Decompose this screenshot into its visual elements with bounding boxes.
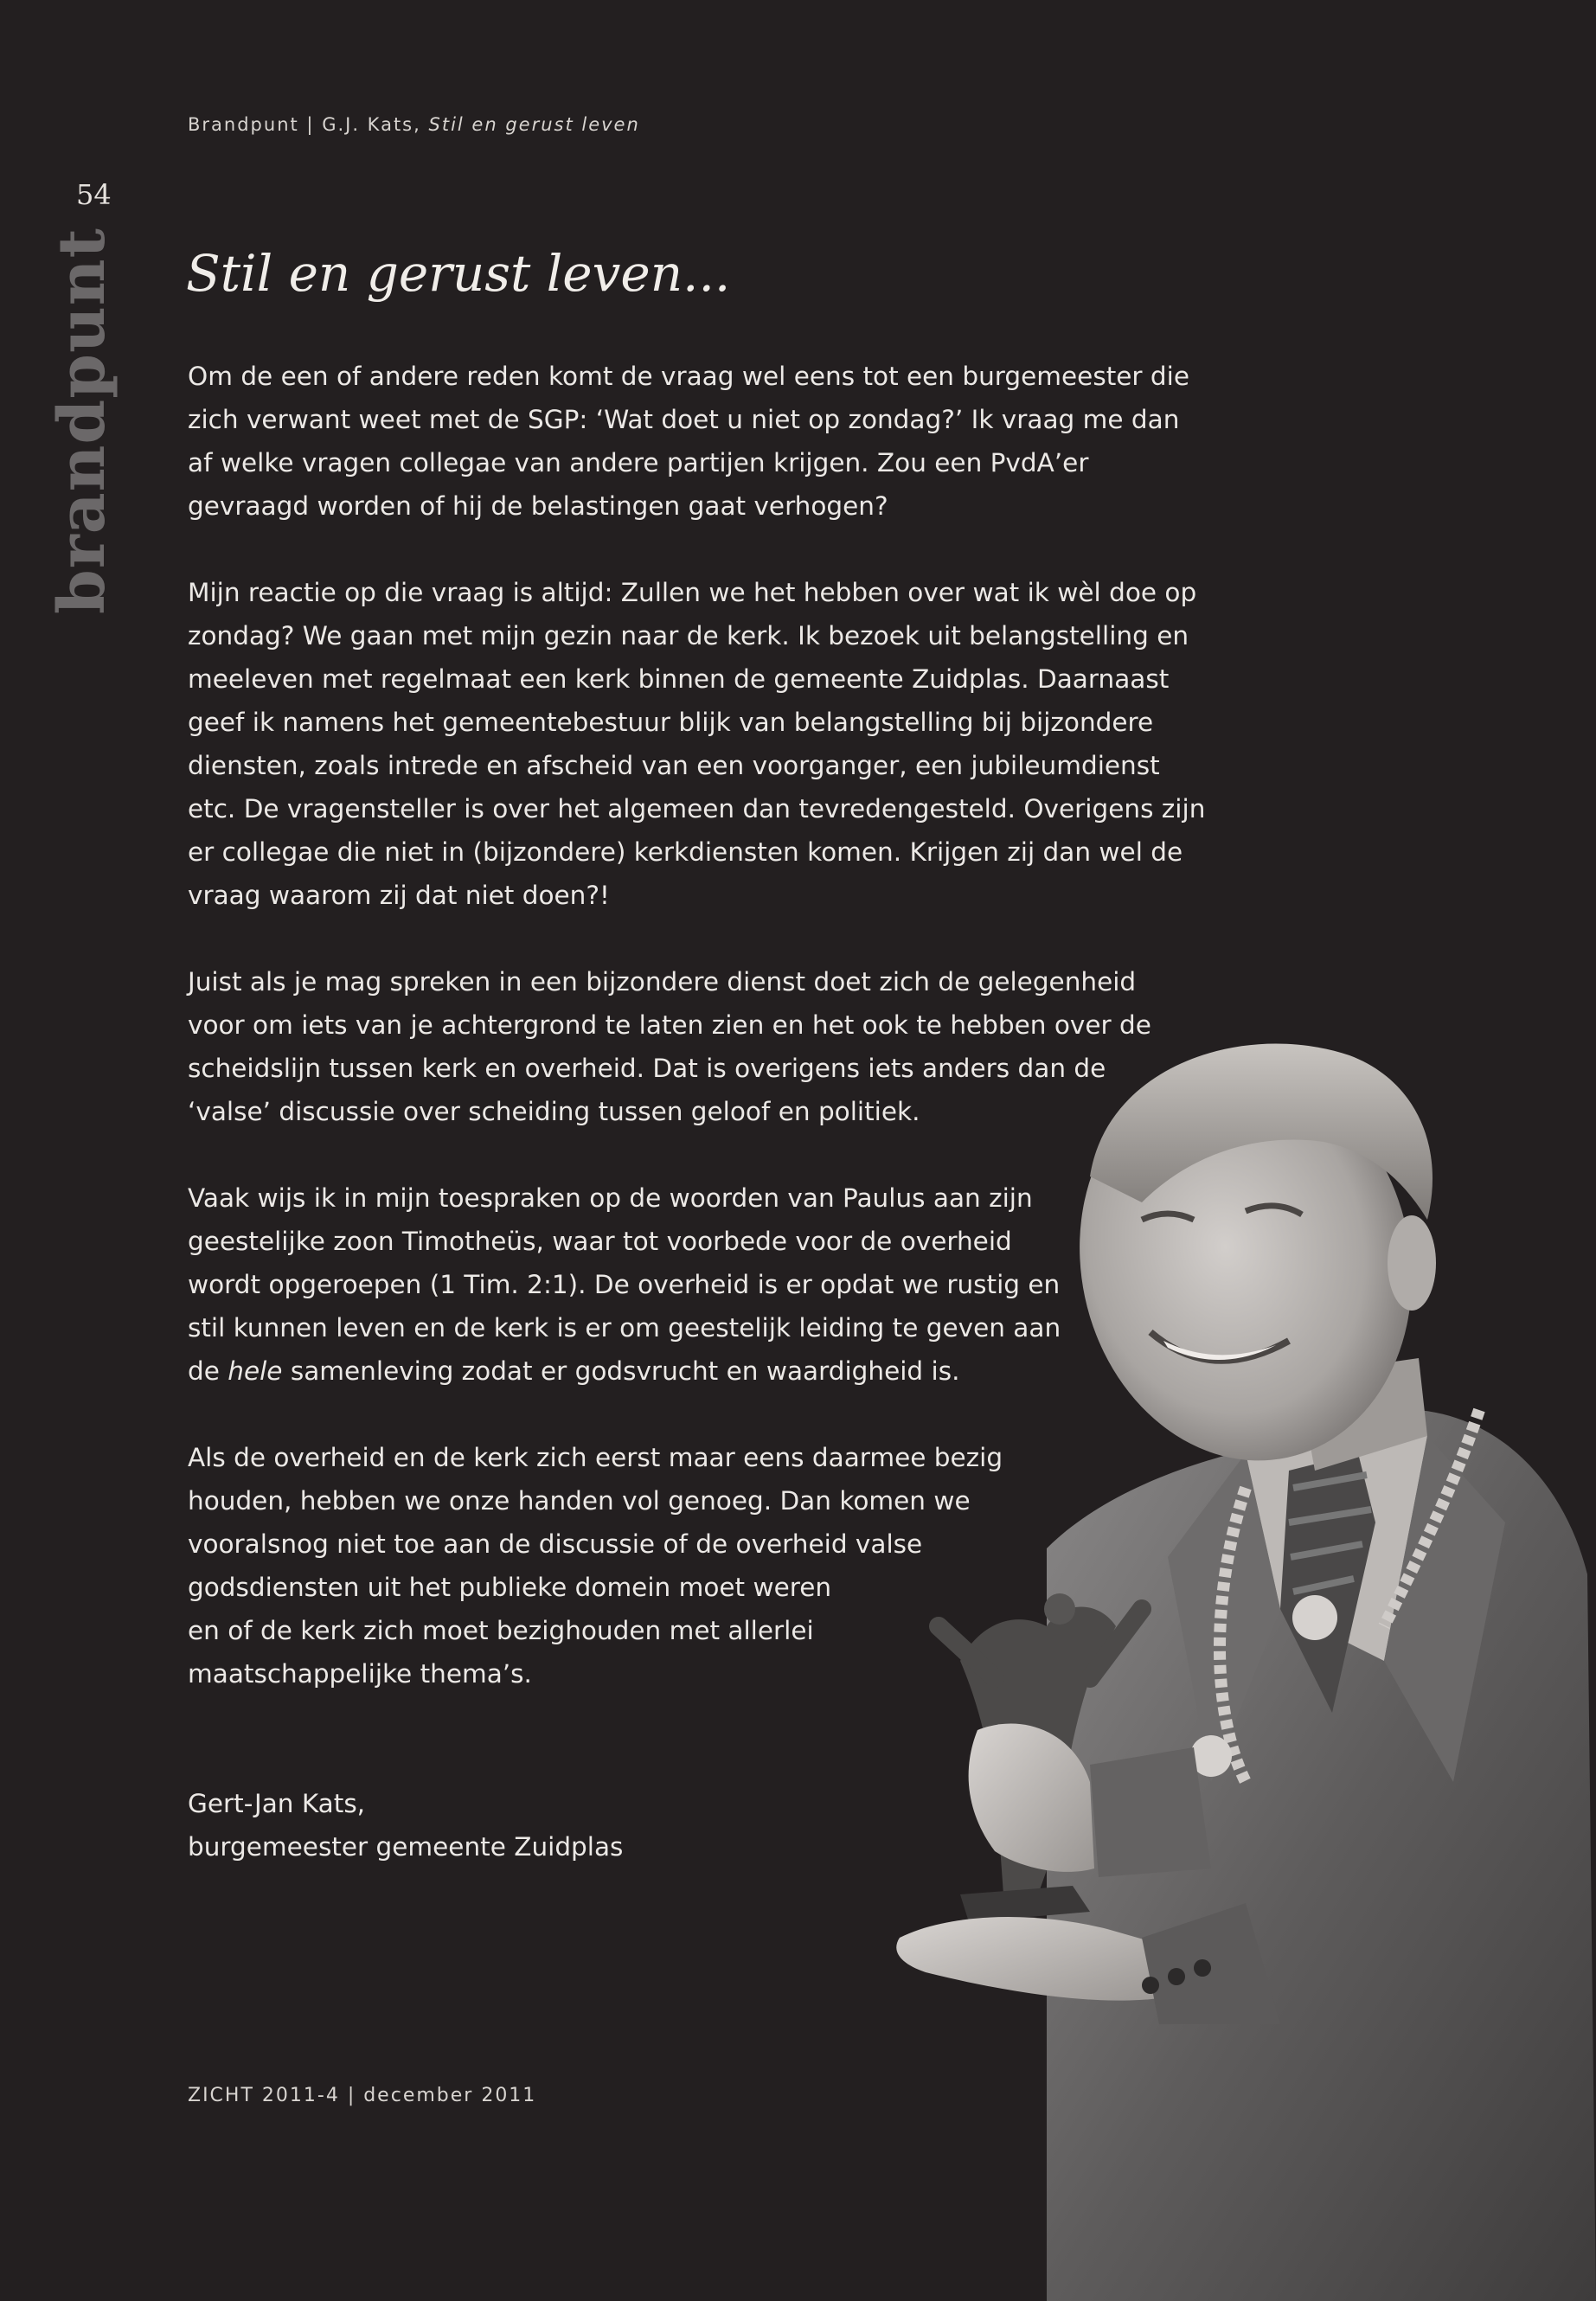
text-line: gevraagd worden of hij de belastingen gaat verhogen? (188, 491, 888, 521)
text-line: scheidslijn tussen kerk en overheid. Dat is overigens iets anders dan de (188, 1054, 1106, 1083)
text-line: Juist als je mag spreken in een bijzondere dienst doet zich de gelegenheid (188, 967, 1137, 997)
text-line: Mijn reactie op die vraag is altijd: Zullen we het hebben over wat ik wèl doe op (188, 578, 1197, 607)
text-segment: de (188, 1356, 228, 1386)
running-head (188, 114, 640, 135)
text-line: Als de overheid en de kerk zich eerst maar eens daarmee bezig (188, 1443, 1003, 1472)
text-line: wordt opgeroepen (1 Tim. 2:1). De overheid is er opdat we rustig en (188, 1270, 1061, 1299)
text-line: diensten, zoals intrede en afscheid van een voorganger, een jubileumdienst (188, 751, 1160, 780)
text-line: godsdiensten uit het publieke domein moet weren (188, 1573, 832, 1602)
text-line: zondag? We gaan met mijn gezin naar de kerk. Ik bezoek uit belangstelling en (188, 621, 1189, 651)
text-line: meeleven met regelmaat een kerk binnen de gemeente Zuidplas. Daarnaast (188, 664, 1170, 694)
article-title: Stil en gerust leven... (186, 244, 731, 303)
running-head-separator: | (306, 114, 315, 135)
emphasis-text: hele (228, 1356, 283, 1386)
text-line: en of de kerk zich moet bezighouden met allerlei (188, 1616, 814, 1645)
mayor-portrait-photo (761, 1003, 1596, 2301)
signature-name: Gert-Jan Kats, (188, 1789, 366, 1818)
text-line: vraag waarom zij dat niet doen?! (188, 881, 610, 910)
text-segment: samenleving zodat er godsvrucht en waardigheid is. (282, 1356, 960, 1386)
text-line: geef ik namens het gemeentebestuur blijk van belangstelling bij bijzondere (188, 708, 1154, 737)
signature-role: burgemeester gemeente Zuidplas (188, 1832, 624, 1862)
text-line: er collegae die niet in (bijzondere) kerkdiensten komen. Krijgen zij dan wel de (188, 837, 1183, 867)
page-footer: ZICHT 2011-4 | december 2011 (188, 2085, 537, 2106)
running-head-title: Stil en gerust leven (428, 114, 640, 135)
text-line: ‘valse’ discussie over scheiding tussen geloof en politiek. (188, 1097, 920, 1126)
section-label: brandpunt (45, 228, 119, 614)
text-line: vooralsnog niet toe aan de discussie of de overheid valse (188, 1529, 923, 1559)
text-line: etc. De vragensteller is over het algemeen dan tevredengesteld. Overigens zijn (188, 794, 1206, 824)
text-line: zich verwant weet met de SGP: ‘Wat doet u niet op zondag?’ Ik vraag me dan (188, 405, 1180, 434)
text-line: Vaak wijs ik in mijn toespraken op de woorden van Paulus aan zijn (188, 1183, 1033, 1213)
paragraph-2 (188, 571, 1206, 917)
text-line: houden, hebben we onze handen vol genoeg. Dan komen we (188, 1486, 971, 1516)
text-line: voor om iets van je achtergrond te laten zien en het ook te hebben over de (188, 1010, 1151, 1040)
text-line: af welke vragen collegae van andere partijen krijgen. Zou een PvdA’er (188, 448, 1089, 478)
text-line: geestelijke zoon Timotheüs, waar tot voorbede voor de overheid (188, 1227, 1012, 1256)
text-line: stil kunnen leven en de kerk is er om geestelijk leiding te geven aan (188, 1313, 1061, 1343)
running-head-author: G.J. Kats, (322, 114, 421, 135)
running-head-section: Brandpunt (188, 114, 299, 135)
text-line: maatschappelijke thema’s. (188, 1659, 532, 1689)
paragraph-1 (188, 355, 1189, 528)
text-line: Om de een of andere reden komt de vraag wel eens tot een burgemeester die (188, 362, 1189, 391)
page-number: 54 (76, 178, 112, 211)
